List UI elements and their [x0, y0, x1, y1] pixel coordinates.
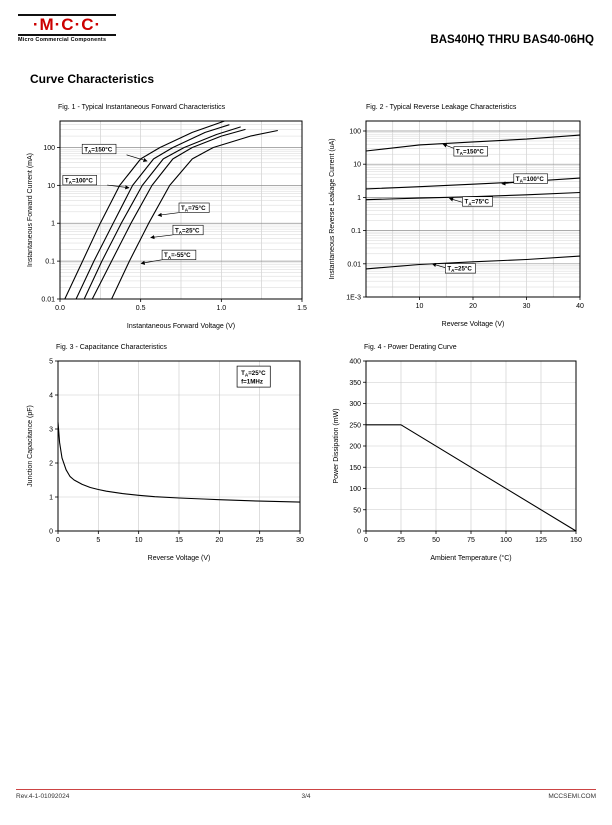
svg-text:125: 125 — [535, 537, 547, 544]
svg-text:75: 75 — [467, 537, 475, 544]
figure-capacitance — [24, 344, 312, 563]
svg-text:1: 1 — [357, 194, 361, 202]
svg-text:0: 0 — [364, 537, 368, 544]
svg-text:TA=75°C: $T_A=75^\circ C$ — [181, 205, 206, 213]
svg-text:10: 10 — [353, 161, 361, 169]
figure-forward-characteristics — [24, 104, 312, 331]
svg-text:25: 25 — [255, 537, 264, 544]
fig3-capacitance-chart — [24, 353, 312, 563]
fig2-title: Fig. 2 - Typical Reverse Leakage Characteristics — [366, 104, 517, 111]
svg-text:TA=150°C: $T_A=150^\circ C$ — [84, 146, 113, 154]
svg-text:5: 5 — [96, 537, 101, 544]
svg-text:0.5: 0.5 — [135, 305, 146, 312]
svg-text:Instantaneous Reverse Leakage: Instantaneous Reverse Leakage Current (uA) — [329, 138, 336, 280]
svg-text:1.5: 1.5 — [297, 305, 307, 312]
svg-text:f=1MHz: f=1MHz — [241, 378, 263, 386]
svg-text:1: 1 — [49, 494, 53, 502]
svg-text:0: 0 — [49, 528, 53, 536]
mcc-logo — [18, 14, 116, 43]
svg-text:TA=100°C: $T_A=100^\circ C$ — [64, 177, 93, 186]
svg-text:TA=-55°C: $T_A=-55^\circ C$ — [164, 252, 191, 260]
svg-text:Reverse Voltage (V): Reverse Voltage (V) — [441, 321, 505, 328]
svg-text:Reverse Voltage (V): Reverse Voltage (V) — [147, 555, 211, 562]
fig2-reverse-leakage-chart — [326, 113, 588, 329]
svg-text:1.0: 1.0 — [216, 305, 227, 312]
svg-text:TA=100°C: $T_A=100^\circ C$ — [515, 175, 544, 184]
svg-text:TA=25°C: $T_A=25^\circ C$ — [447, 265, 472, 274]
svg-text:10: 10 — [415, 303, 424, 310]
page-footer — [16, 793, 596, 800]
svg-text:Ambient Temperature (°C): Ambient Temperature (°C) — [430, 555, 512, 562]
svg-text:Junction Capacitance (pF): Junction Capacitance (pF) — [27, 405, 34, 487]
fig4-power-derating-chart — [330, 353, 584, 563]
svg-text:200: 200 — [349, 443, 361, 451]
svg-text:TA=75°C: $T_A=75^\circ C$ — [464, 198, 490, 207]
svg-text:1E-3: 1E-3 — [346, 294, 361, 302]
svg-text:20: 20 — [215, 537, 224, 544]
page-title: Curve Characteristics — [30, 72, 155, 86]
svg-text:250: 250 — [349, 422, 361, 430]
svg-text:5: 5 — [49, 358, 53, 366]
footer-revision: Rev.4-1-01092024 — [16, 793, 70, 800]
fig3-title: Fig. 3 - Capacitance Characteristics — [56, 344, 167, 351]
svg-text:Instantaneous Forward Current: Instantaneous Forward Current (mA) — [27, 153, 34, 267]
svg-text:10: 10 — [134, 537, 143, 544]
svg-text:0.0: 0.0 — [55, 305, 65, 312]
svg-text:40: 40 — [576, 303, 584, 310]
svg-text:Power Dissipation (mW): Power Dissipation (mW) — [333, 408, 340, 484]
logo-rule-bottom — [18, 34, 116, 36]
svg-text:0.1: 0.1 — [45, 258, 55, 266]
svg-text:400: 400 — [349, 358, 361, 366]
svg-text:25: 25 — [397, 537, 405, 544]
svg-text:Instantaneous Forward Voltage: Instantaneous Forward Voltage (V) — [126, 323, 236, 330]
svg-text:50: 50 — [432, 537, 440, 544]
svg-text:10: 10 — [47, 182, 55, 190]
svg-text:0: 0 — [56, 537, 60, 544]
svg-text:0.01: 0.01 — [347, 261, 361, 269]
svg-text:TA=25°C: $T_A=25^\circ C$ — [174, 227, 200, 235]
svg-text:15: 15 — [175, 537, 183, 544]
footer-rule — [16, 789, 596, 790]
svg-text:0: 0 — [357, 528, 361, 536]
svg-text:300: 300 — [349, 401, 361, 408]
svg-text:100: 100 — [43, 144, 55, 152]
svg-text:4: 4 — [49, 392, 53, 400]
part-number-title: BAS40HQ THRU BAS40-06HQ — [430, 34, 594, 46]
svg-text:150: 150 — [349, 464, 361, 472]
fig1-forward-characteristics-chart — [24, 113, 312, 331]
svg-text:0.01: 0.01 — [41, 296, 55, 304]
fig1-title: Fig. 1 - Typical Instantaneous Forward Characteristics — [58, 104, 226, 111]
svg-text:3: 3 — [49, 426, 53, 434]
fig4-title: Fig. 4 - Power Derating Curve — [364, 344, 457, 351]
footer-website: MCCSEMI.COM — [548, 793, 596, 800]
svg-text:30: 30 — [296, 537, 304, 544]
svg-text:TA=150°C: $T_A=150^\circ C$ — [455, 148, 484, 157]
logo-text: ·M·C·C· — [32, 15, 102, 34]
svg-text:50: 50 — [353, 507, 361, 515]
figure-reverse-leakage — [326, 104, 588, 329]
footer-page-number: 3/4 — [301, 793, 311, 800]
svg-text:100: 100 — [349, 128, 361, 136]
logo-subtext: Micro Commercial Components — [18, 36, 107, 43]
svg-text:100: 100 — [500, 537, 512, 544]
svg-text:30: 30 — [522, 303, 531, 310]
svg-text:350: 350 — [349, 379, 361, 387]
svg-text:1: 1 — [51, 220, 55, 228]
svg-text:100: 100 — [349, 486, 361, 493]
svg-text:20: 20 — [469, 303, 477, 310]
svg-text:150: 150 — [570, 537, 582, 544]
svg-text:2: 2 — [49, 460, 53, 468]
figure-power-derating — [330, 344, 584, 563]
svg-text:TA=25°C: $T_A=25^\circ C$ — [241, 370, 266, 378]
svg-text:0.1: 0.1 — [351, 228, 361, 236]
